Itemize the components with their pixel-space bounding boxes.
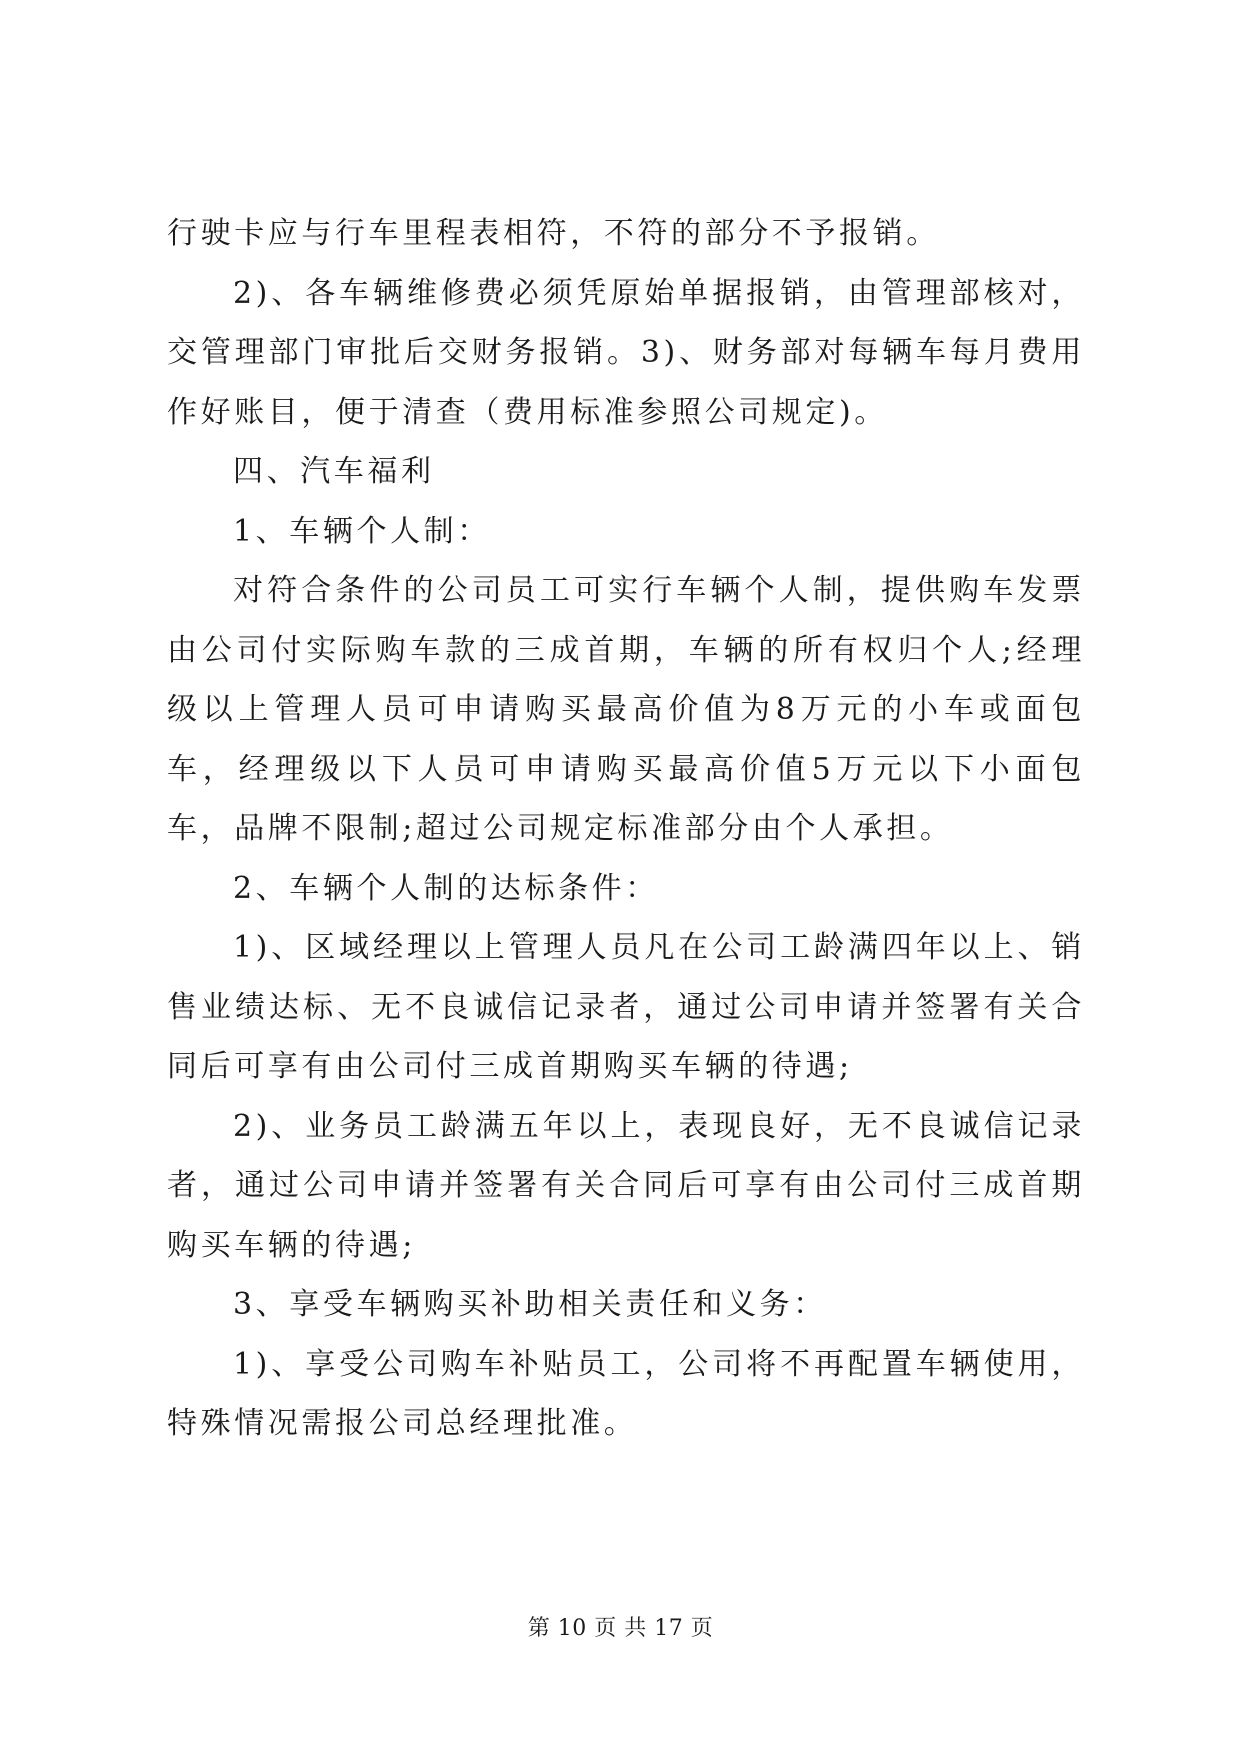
paragraph: 1)、享受公司购车补贴员工，公司将不再配置车辆使用，特殊情况需报公司总经理批准。 (167, 1346, 1085, 1441)
paragraph: 2)、各车辆维修费必须凭原始单据报销，由管理部核对，交管理部门审批后交财务报销。3)、财务部对每辆车每月费用作好账目，便于清查（费用标准参照公司规定)。 (167, 275, 1085, 430)
paragraph: 行驶卡应与行车里程表相符，不符的部分不予报销。 (167, 216, 940, 251)
paragraph: 1)、区域经理以上管理人员凡在公司工龄满四年以上、销售业绩达标、无不良诚信记录者，通过公司申请并签署有关合同后可享有由公司付三成首期购买车辆的待遇; (167, 930, 1085, 1084)
subsection-heading: 1、车辆个人制： (233, 513, 491, 549)
body-text (167, 204, 1085, 1454)
paragraph: 2)、业务员工龄满五年以上，表现良好，无不良诚信记录者，通过公司申请并签署有关合同后可享有由公司付三成首期购买车辆的待遇; (167, 1108, 1085, 1263)
page-number-footer: 第 10 页 共 17 页 (527, 1616, 714, 1641)
paragraph: 对符合条件的公司员工可实行车辆个人制，提供购车发票由公司付实际购车款的三成首期，车辆的所有权归个人;经理级以上管理人员可申请购买最高价值为8万元的小车或面包车，经理级以下人员可申请购买最高价值5万元以下小面包车，品牌不限制;超过公司规定标准部分由个人承担。 (167, 573, 1085, 846)
section-heading: 四、汽车福利 (233, 454, 435, 489)
subsection-heading: 3、享受车辆购买补助相关责任和义务： (233, 1287, 827, 1322)
subsection-heading: 2、车辆个人制的达标条件： (233, 870, 659, 906)
